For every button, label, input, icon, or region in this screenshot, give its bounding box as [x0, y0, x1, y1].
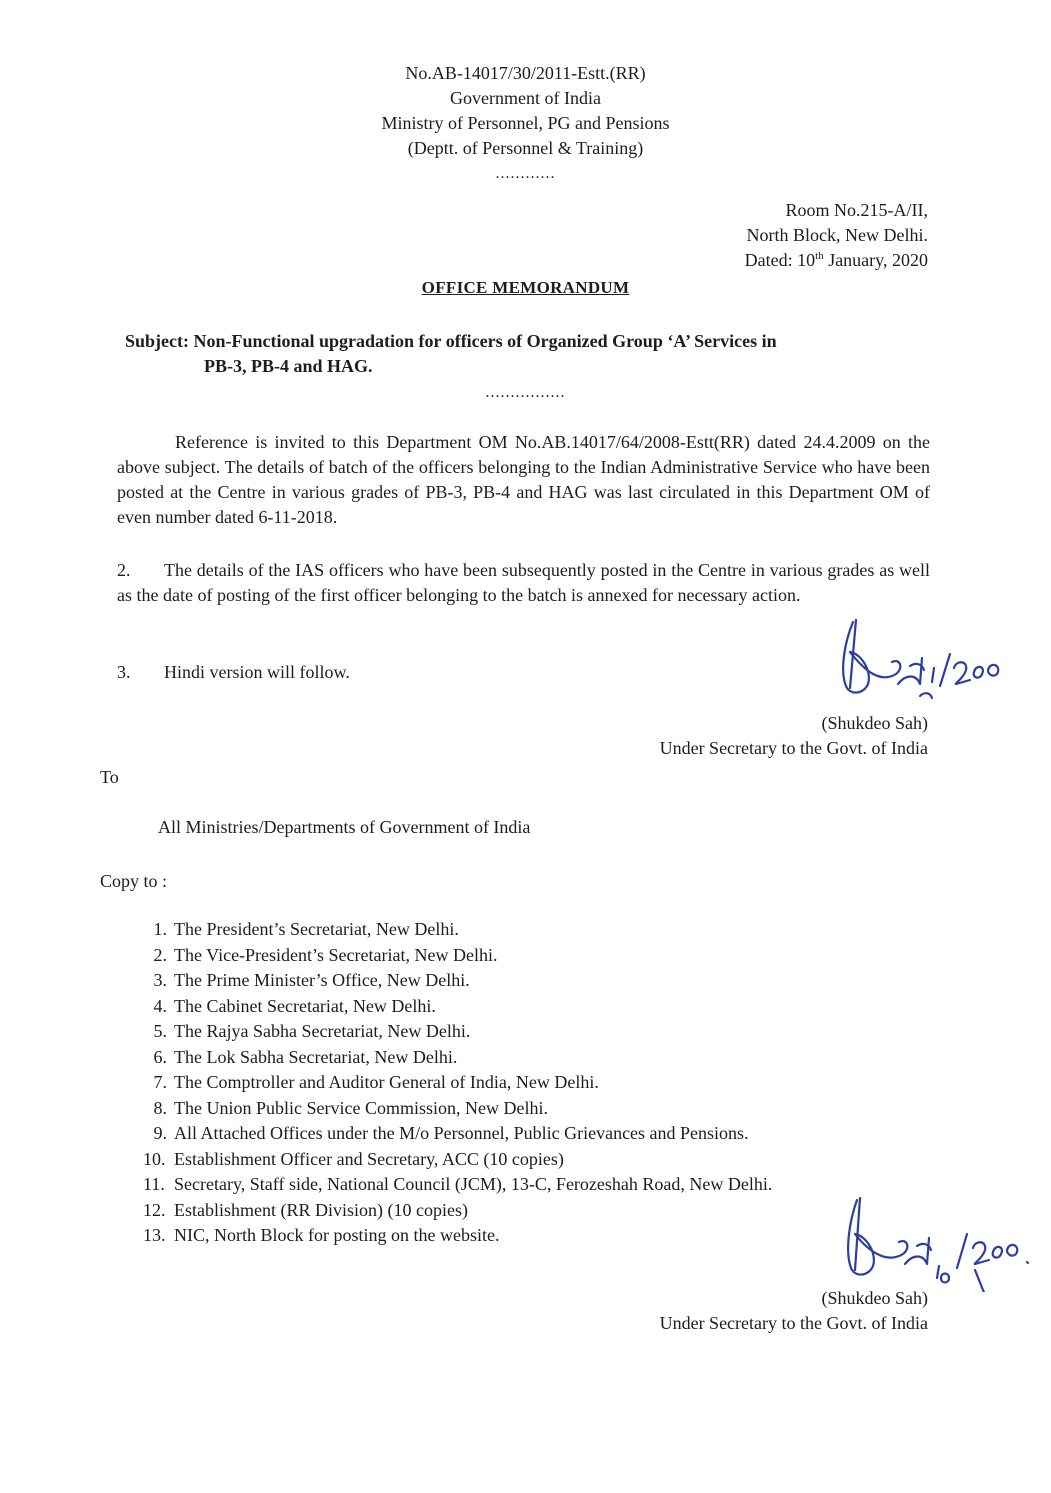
department-name: (Deptt. of Personnel & Training): [407, 138, 644, 158]
signature-1-icon: [820, 614, 1010, 714]
copy-item-3: 3. The Prime Minister’s Office, New Delhi.: [153, 970, 470, 990]
date-suffix: January, 2020: [823, 250, 928, 270]
paragraph-3-number: 3.: [117, 662, 131, 682]
paragraph-2-text: The details of the IAS officers who have been subsequently posted in the Centre in various grades as well as the date of posting of the first officer belonging to the batch is annexed for necessary action.: [117, 560, 930, 605]
header-separator: ............: [495, 165, 556, 182]
paragraph-1-text: Reference is invited to this Department OM No.AB.14017/64/2008-Estt(RR) dated 24.4.2009 on the above subject. The details of batch of the officers belonging to the Indian Administrative Service who have been posted at the Centre in various grades of PB-3, PB-4 and HAG was last circulated in this Department OM of even number dated 6-11-2018.: [117, 432, 930, 527]
copy-item-8: 8. The Union Public Service Commission, New Delhi.: [153, 1097, 548, 1118]
ministry-name: Ministry of Personnel, PG and Pensions: [381, 113, 670, 133]
paragraph-3-text: Hindi version will follow.: [164, 662, 350, 682]
copy-item-4: 4. The Cabinet Secretariat, New Delhi.: [153, 995, 436, 1016]
to-label: To: [100, 767, 119, 787]
signatory-designation-2: Under Secretary to the Govt. of India: [659, 1313, 928, 1333]
copy-item-9: 9. All Attached Offices under the M/o Personnel, Public Grievances and Pensions.: [153, 1123, 749, 1143]
address-block: [745, 198, 928, 273]
memo-title-wrap: [0, 276, 1051, 299]
to-recipient: All Ministries/Departments of Government of India: [158, 817, 531, 837]
document-header: [0, 61, 1051, 186]
room-number: Room No.215-A/II,: [785, 200, 928, 220]
copy-item-12: 12. Establishment (RR Division) (10 copies): [143, 1199, 468, 1220]
handwritten-signature-2: [835, 1192, 1035, 1292]
paragraph-1: [117, 430, 930, 530]
signatory-name-1: (Shukdeo Sah): [821, 713, 928, 733]
signatory-name-2: (Shukdeo Sah): [821, 1288, 928, 1308]
paragraph-2-number: 2.: [117, 560, 131, 580]
date-line: [745, 248, 928, 273]
copy-item-11: 11. Secretary, Staff side, National Council (JCM), 13-C, Ferozeshah Road, New Delhi.: [143, 1174, 773, 1194]
signature-block-2: [660, 1286, 928, 1336]
date-superscript: th: [815, 250, 824, 262]
subject: [125, 329, 930, 379]
building-address: North Block, New Delhi.: [746, 225, 928, 245]
date-prefix: Dated: 10: [744, 250, 816, 270]
copy-to-label: Copy to :: [100, 871, 168, 891]
signature-2-icon: [835, 1192, 1035, 1292]
paragraph-2: [117, 558, 930, 608]
subject-line-1: Subject: Non-Functional upgradation for officers of Organized Group ‘A’ Services in: [125, 331, 777, 351]
copy-item-10: 10. Establishment Officer and Secretary, ACC (10 copies): [143, 1148, 564, 1169]
signature-block-1: [660, 711, 928, 761]
copy-to-list: [143, 917, 772, 1249]
copy-item-13: 13. NIC, North Block for posting on the website.: [143, 1225, 500, 1245]
paragraph-3: [117, 660, 930, 685]
signatory-designation-1: Under Secretary to the Govt. of India: [659, 738, 928, 758]
subject-separator: ................: [485, 384, 566, 401]
government-name: Government of India: [450, 88, 601, 108]
handwritten-signature-1: [820, 614, 1010, 714]
file-number: No.AB-14017/30/2011-Estt.(RR): [405, 63, 646, 83]
copy-item-5: 5. The Rajya Sabha Secretariat, New Delhi.: [153, 1021, 471, 1041]
copy-item-1: 1. The President’s Secretariat, New Delhi.: [153, 919, 459, 939]
copy-item-7: 7. The Comptroller and Auditor General of India, New Delhi.: [153, 1072, 599, 1092]
memo-title: OFFICE MEMORANDUM: [421, 278, 630, 297]
copy-item-6: 6. The Lok Sabha Secretariat, New Delhi.: [153, 1046, 458, 1067]
copy-item-2: 2. The Vice-President’s Secretariat, New Delhi.: [153, 944, 498, 965]
subject-line-2: PB-3, PB-4 and HAG.: [204, 356, 373, 376]
